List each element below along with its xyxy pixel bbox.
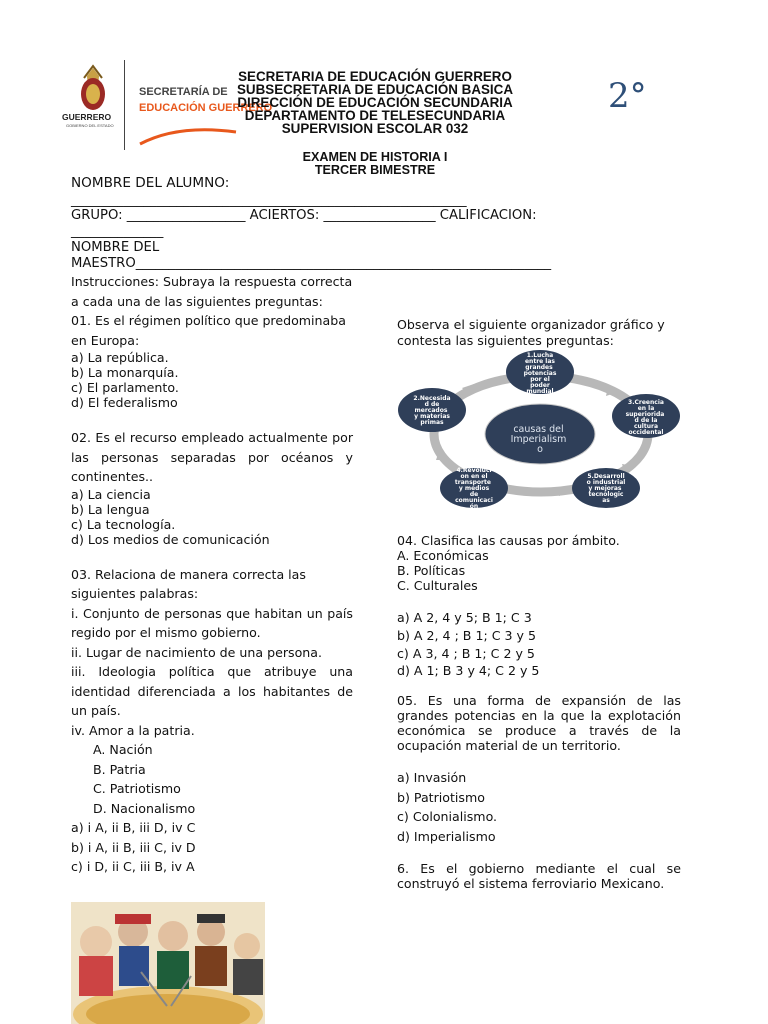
answer-option[interactable]: b) i A, ii B, iii C, iv D: [71, 839, 196, 855]
grade-field-continuation[interactable]: ______________: [71, 224, 164, 239]
answer-option[interactable]: b) Patriotismo: [397, 789, 485, 805]
matching-word: B. Patria: [93, 761, 146, 777]
answer-option[interactable]: d) El federalismo: [71, 395, 178, 410]
logo-state-name: GUERRERO: [62, 112, 112, 122]
logo-divider: [124, 60, 125, 150]
imperialism-cartoon-image: [71, 902, 265, 1024]
option-list: [71, 350, 353, 410]
question-6: 6. Es el gobierno mediante el cual se construyó el sistema ferroviario Mexicano.: [397, 861, 681, 891]
header-line: DIRECCIÓN DE EDUCACIÓN SECUNDARIA: [237, 95, 513, 110]
causes-diagram: [396, 348, 684, 516]
category: B. Políticas: [397, 563, 466, 578]
matching-item: ii. Lugar de nacimiento de una persona.: [71, 644, 323, 660]
logo-state-sub: GOBIERNO DEL ESTADO: [66, 123, 114, 128]
teacher-name-label: NOMBRE DEL: [71, 240, 160, 255]
category: C. Culturales: [397, 578, 478, 593]
teacher-name-field[interactable]: MAESTRO_______________________________________________________________: [71, 256, 552, 271]
category: A. Económicas: [397, 548, 489, 563]
answer-option[interactable]: a) La ciencia: [71, 486, 151, 502]
svg-text:2.Necesidad demercados y m: 2.Necesida d de mercados y materias primas: [413, 395, 451, 426]
answer-option[interactable]: c) A 3, 4 ; B 1; C 2 y 5: [397, 646, 535, 661]
answer-option[interactable]: b) La monarquía.: [71, 365, 179, 380]
option-list: [397, 609, 681, 678]
right-questions: [397, 533, 681, 891]
answer-option[interactable]: a) Invasión: [397, 770, 467, 785]
answer-option[interactable]: b) La lengua: [71, 501, 150, 517]
student-name-field[interactable]: ____________________________________________________________: [71, 193, 467, 208]
svg-text:5.Desarrollo industrialy mejor: 5.Desarroll o industrial y mejoras tecnologic as: [586, 473, 626, 504]
question-1: 01. Es el régimen político que predominaba en Europa:: [71, 313, 346, 348]
matching-item: iv. Amor a la patria.: [71, 722, 195, 738]
answer-option[interactable]: c) El parlamento.: [71, 380, 179, 395]
institution-header: [190, 70, 560, 135]
matching-word: A. Nación: [93, 742, 153, 757]
answer-option[interactable]: c) La tecnología.: [71, 516, 176, 532]
header-line: DEPARTAMENTO DE TELESECUNDARIA: [244, 108, 506, 123]
answer-option[interactable]: d) A 1; B 3 y 4; C 2 y 5: [397, 663, 540, 678]
instructions: Instrucciones: Subraya la respuesta correcta a cada una de las siguientes preguntas:: [71, 274, 353, 309]
left-column: [71, 272, 353, 877]
answer-option[interactable]: d) Imperialismo: [397, 828, 496, 844]
diagram-intro: Observa el siguiente organizador gráfico y contesta las siguientes preguntas:: [397, 317, 665, 348]
matching-item: i. Conjunto de personas que habitan un país regido por el mismo gobierno.: [71, 605, 353, 640]
option-list: [71, 487, 353, 547]
header-line: SUPERVISION ESCOLAR 032: [281, 121, 469, 136]
answer-option[interactable]: a) i A, ii B, iii D, iv C: [71, 820, 196, 835]
option-list: [71, 818, 353, 877]
svg-text:4.Revolucíon en eltransporte: 4.Revolucí on en el transporte y medios de comunicaci ón: [454, 467, 493, 510]
matching-item: iii. Ideologia política que atribuye una identidad diferenciada a los habitantes de un país.: [71, 664, 353, 718]
matching-words: [71, 740, 353, 818]
question-4: 04. Clasifica las causas por ámbito.: [397, 533, 620, 548]
answer-option[interactable]: d) Los medios de comunicación: [71, 531, 270, 547]
answer-option[interactable]: a) A 2, 4 y 5; B 1; C 3: [397, 610, 532, 625]
student-name-label: NOMBRE DEL ALUMNO:: [71, 175, 230, 191]
logo-secretaria-line1: SECRETARÍA DE: [139, 86, 228, 98]
header-line: SECRETARIA DE EDUCACIÓN GUERRERO: [238, 69, 512, 84]
diagram-center-label: causas del: [513, 424, 564, 435]
question-5: 05. Es una forma de expansión de las grandes potencias en la que la explotación económica se produce a través de la ocupación material de un territorio.: [397, 693, 681, 753]
question-2: 02. Es el recurso empleado actualmente por las personas separadas por océanos y continentes..: [71, 430, 353, 484]
option-list: [397, 768, 681, 846]
svg-text:1.Luchaentre lasgrandes po: 1.Lucha entre las grandes potencias por el poder mundial: [523, 352, 557, 395]
answer-option[interactable]: c) i D, ii C, iii B, iv A: [71, 859, 195, 874]
question-3: 03. Relaciona de manera correcta las siguientes palabras:: [71, 566, 306, 601]
exam-title-block: [240, 151, 510, 177]
exam-title: EXAMEN DE HISTORIA I: [302, 150, 448, 164]
svg-text:causas del Imperialism: causas del Imperialism o: [510, 424, 567, 455]
group-grade-fields[interactable]: GRUPO: __________________ ACIERTOS: _________________ CALIFICACION:: [71, 208, 537, 223]
matching-word: C. Patriotismo: [93, 781, 181, 796]
answer-option[interactable]: a) La república.: [71, 350, 169, 365]
answer-option[interactable]: c) Colonialismo.: [397, 809, 498, 824]
grade-number: 2°: [608, 76, 647, 116]
matching-word: D. Nacionalismo: [93, 800, 196, 816]
svg-text:3.Creenciaen lasuperiorida: 3.Creencia en la superiorida d de la cultura occidental: [625, 399, 665, 436]
exam-subtitle: TERCER BIMESTRE: [314, 163, 436, 177]
header-line: SUBSECRETARIA DE EDUCACIÓN BASICA: [236, 82, 513, 97]
logo-secretaria-line2: EDUCACIÓN GUERRERO: [139, 102, 273, 114]
answer-option[interactable]: b) A 2, 4 ; B 1; C 3 y 5: [397, 628, 536, 643]
